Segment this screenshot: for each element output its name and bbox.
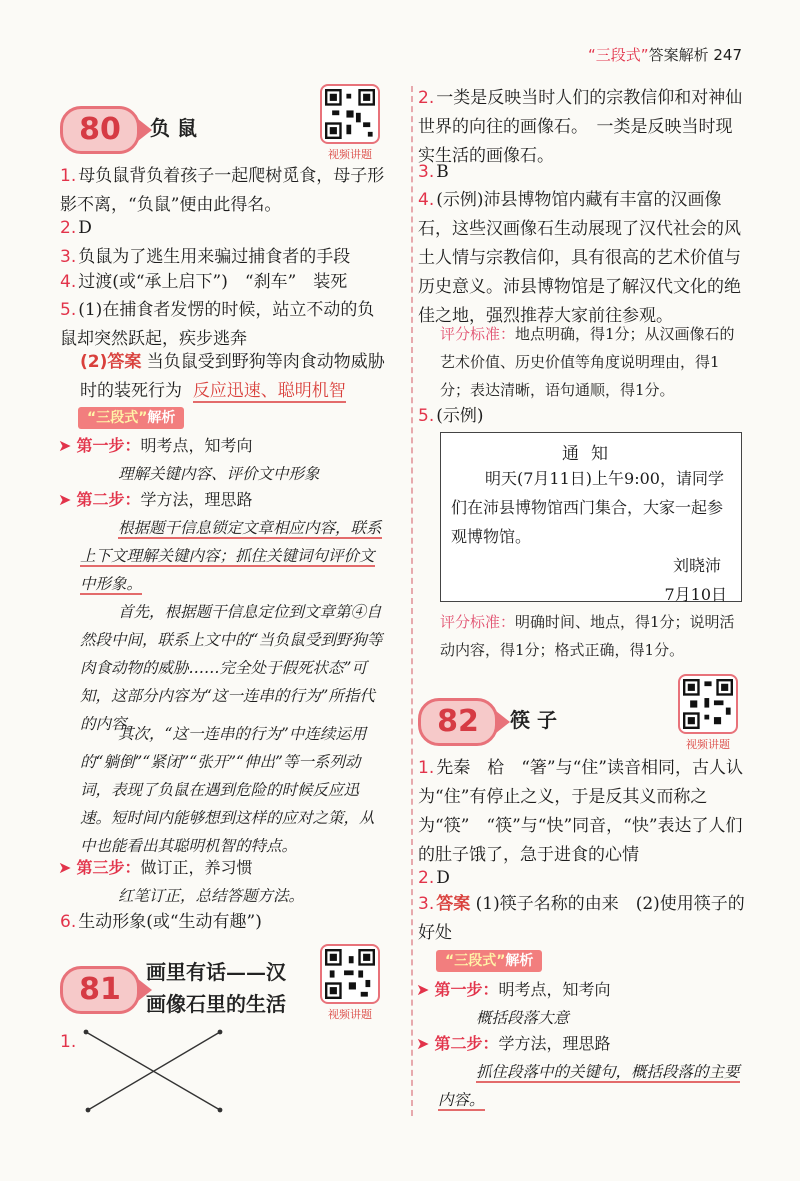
section-badge-81: 81 (60, 966, 140, 1014)
s80-q5: 5. (1)在捕食者发愣的时候，站立不动的负鼠却突然跃起，疾步逃奔 (60, 300, 375, 349)
matching-lines-diagram (80, 1024, 230, 1116)
qr-icon (683, 679, 733, 729)
s80-step1: ➤ 第一步：明考点，知考向 (58, 436, 253, 455)
qr-caption-82: 视频讲题 (686, 738, 730, 751)
s81-q5-scoring: 评分标准：明确时间、地点，得1分；说明活动内容，得1分；格式正确，得1分。 (440, 613, 735, 659)
page-number: 247 (713, 46, 742, 64)
s82-step2: ➤ 第二步：学方法，理思路 (416, 1034, 611, 1053)
column-divider (411, 86, 413, 1116)
qr-code-82[interactable] (678, 674, 738, 734)
s82-step2-method: 抓住段落中的关键句，概括段落的主要内容。 (438, 1063, 740, 1109)
s82-step1: ➤ 第一步：明考点，知考向 (416, 980, 611, 999)
s82-q2: 2. D (418, 868, 450, 888)
s80-step2: ➤ 第二步：学方法，理思路 (58, 490, 253, 509)
s80-step2-method: 根据题干信息锁定文章相应内容，联系上下文理解关键内容；抓住关键词句评价文中形象。 (80, 519, 382, 593)
section-badge-80: 80 (60, 106, 140, 154)
s82-q3: 3. 答案 (1)筷子名称的由来 (2)使用筷子的好处 (418, 894, 745, 943)
s80-step3-detail: 红笔订正，总结答题方法。 (118, 887, 305, 905)
s81-q4-scoring: 评分标准：地点明确，得1分；从汉画像石的艺术价值、历史价值等角度说明理由，得1分；表达清晰，语句通顺，得1分。 (440, 325, 735, 399)
s80-para1: 首先，根据题干信息定位到文章第④自然段中间，联系上文中的“当负鼠受到野狗等肉食动物的威胁……完全处于假死状态”可知，这部分内容为“这一连串的行为”所指代的内容。 (80, 603, 383, 733)
notice-date: 7月10日 (664, 585, 727, 604)
qr-caption-81: 视频讲题 (328, 1008, 372, 1021)
notice-signature: 刘晓沛 (672, 556, 721, 575)
notice-title: 通知 (562, 444, 620, 464)
s80-q1: 1. 母负鼠背负着孩子一起爬树觅食，母子形影不离，“负鼠”便由此得名。 (60, 166, 385, 215)
s82-q1: 1. 先秦 㭘 “箸”与“住”读音相同，古人认为“住”有停止之义，于是反其义而称之为“筷” “筷”与“快”同音，“快”表达了人们的肚子饿了，急于进食的心情 (418, 758, 743, 865)
s81-q1: 1. (60, 1032, 77, 1052)
s81-q4: 4. (示例)沛县博物馆内藏有丰富的汉画像石，这些汉画像石生动展现了汉代社会的风土人情与宗教信仰，具有很高的艺术价值与历史意义。沛县博物馆是了解汉代文化的绝佳之地，强烈推荐大家前往参观。 (418, 190, 741, 326)
page-header (588, 44, 742, 65)
section-title-81: 画里有话——汉 画像石里的生活 (146, 960, 286, 1016)
sanduan-tag-82: “三段式”解析 (436, 950, 542, 972)
s80-q4: 4. 过渡(或“承上启下”) “刹车” 装死 (60, 272, 348, 292)
s80-q5-2: (2)答案 当负鼠受到野狗等肉食动物威胁时的装死行为 反应迅速、聪明机智 (80, 352, 385, 401)
s81-q3: 3. B (418, 162, 449, 182)
section-title-82: 筷 子 (510, 708, 557, 732)
notice-body: 明天(7月11日)上午9:00，请同学们在沛县博物馆西门集合，大家一起参观博物馆。 (451, 469, 724, 546)
s80-q2: 2. D (60, 218, 92, 238)
notice-box (440, 432, 742, 602)
s80-step1-detail: 理解关键内容、评价文中形象 (118, 465, 320, 483)
section-badge-82: 82 (418, 698, 498, 746)
s80-para2: 其次，“这一连串的行为”中连续运用的“躺倒”“紧闭”“张开”“伸出”等一系列动词，表现了负鼠在遇到危险的时候反应迅速。短时间内能够想到这样的应对之策，从中也能看出其聪明机智的特点。 (80, 725, 375, 855)
s80-q3: 3. 负鼠为了逃生用来骗过捕食者的手段 (60, 247, 351, 267)
qr-caption-80: 视频讲题 (328, 148, 372, 161)
s81-q2: 2. 一类是反映当时人们的宗教信仰和对神仙世界的向往的画像石。 一类是反映当时现实生活的画像石。 (418, 88, 743, 166)
qr-code-80[interactable] (320, 84, 380, 144)
s81-q5: 5. (示例) (418, 406, 484, 426)
header-sanduan: “三段式” (588, 46, 649, 64)
qr-icon (325, 89, 375, 139)
sanduan-tag-80: “三段式”解析 (78, 407, 184, 429)
section-title-80: 负 鼠 (150, 116, 197, 140)
s80-step3: ➤ 第三步：做订正，养习惯 (58, 858, 253, 877)
header-title: 答案解析 (648, 46, 709, 64)
qr-code-81[interactable] (320, 944, 380, 1004)
s80-q6: 6. 生动形象(或“生动有趣”) (60, 912, 262, 932)
qr-icon (325, 949, 375, 999)
s82-step1-detail: 概括段落大意 (476, 1009, 570, 1027)
